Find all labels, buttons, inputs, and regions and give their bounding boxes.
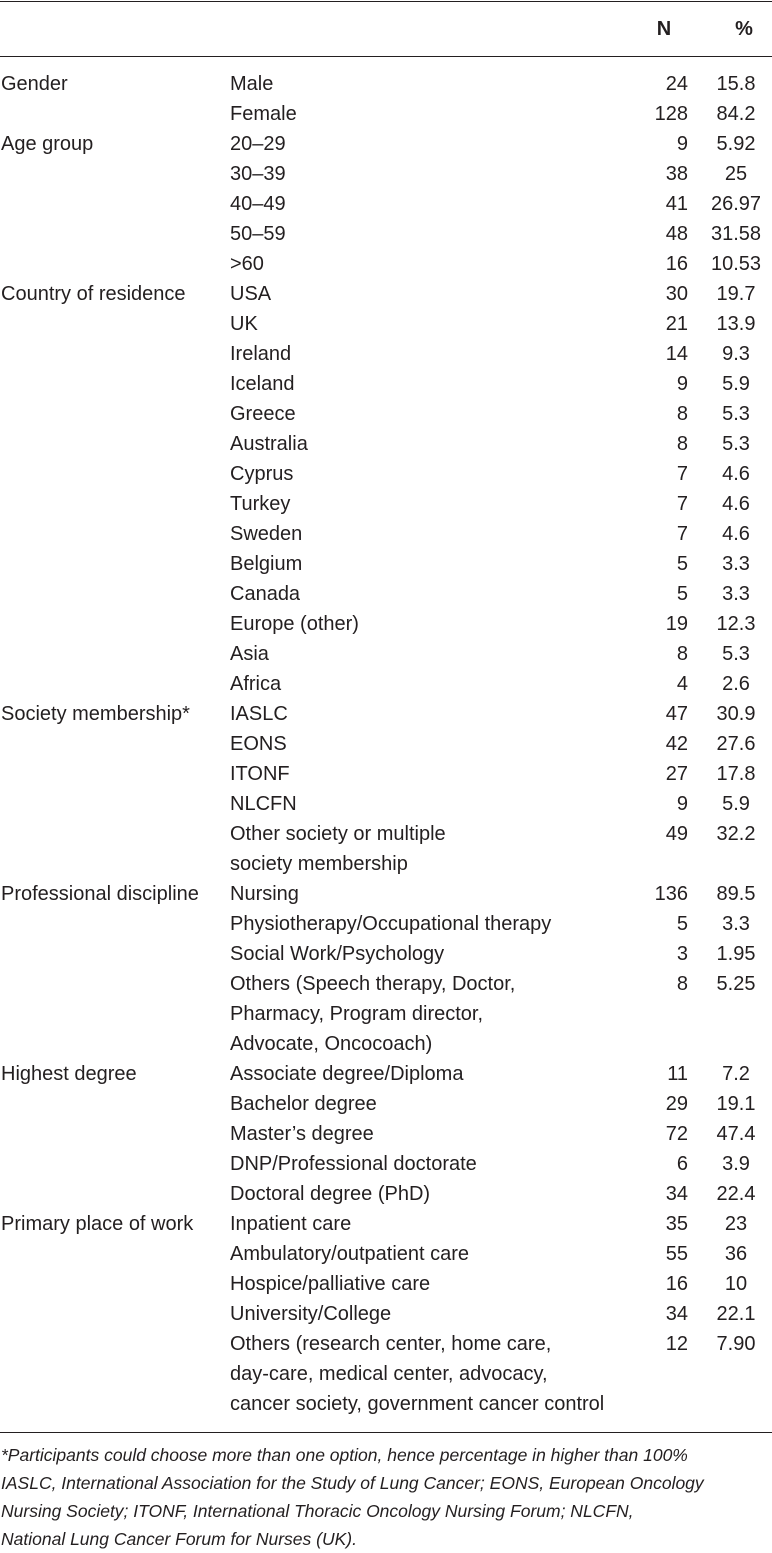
row-percent-value: 27.6 bbox=[716, 733, 756, 755]
row-percent-value: 3.3 bbox=[722, 583, 750, 605]
row-n-value: 5 bbox=[676, 583, 688, 605]
row-n-value: 19 bbox=[665, 613, 688, 635]
table-bottom-rule bbox=[0, 1432, 772, 1433]
row-label-line: ITONF bbox=[230, 763, 290, 785]
row-percent-value: 5.9 bbox=[722, 373, 750, 395]
row-n-value: 55 bbox=[665, 1243, 688, 1265]
row-percent-value: 19.7 bbox=[716, 283, 756, 305]
row-label-line: Associate degree/Diploma bbox=[230, 1063, 464, 1085]
row-category: Gender bbox=[1, 73, 68, 95]
row-n-value: 24 bbox=[665, 73, 688, 95]
row-n-value: 41 bbox=[665, 193, 688, 215]
row-n-value: 30 bbox=[665, 283, 688, 305]
row-label-line: Physiotherapy/Occupational therapy bbox=[230, 913, 552, 935]
row-label-line: Others (Speech therapy, Doctor, bbox=[230, 973, 516, 995]
row-label bbox=[230, 909, 640, 939]
row-percent-value: 32.2 bbox=[716, 823, 756, 845]
row-label-line: Doctoral degree (PhD) bbox=[230, 1183, 431, 1205]
row-percent-value: 19.1 bbox=[716, 1093, 756, 1115]
row-percent-value: 5.3 bbox=[722, 643, 750, 665]
row-percent-value: 47.4 bbox=[716, 1123, 756, 1145]
row-n-value: 16 bbox=[665, 1273, 688, 1295]
row-label bbox=[230, 249, 640, 279]
row-n-value: 34 bbox=[665, 1183, 688, 1205]
row-label bbox=[230, 369, 640, 399]
row-n-value: 47 bbox=[665, 703, 688, 725]
row-label-line: University/College bbox=[230, 1303, 392, 1325]
row-n-value: 5 bbox=[676, 913, 688, 935]
row-category: Country of residence bbox=[1, 283, 186, 305]
row-percent-value: 89.5 bbox=[716, 883, 756, 905]
row-label bbox=[230, 729, 640, 759]
row-n-value: 128 bbox=[654, 103, 688, 125]
footnote-line: IASLC, International Association for the Study of Lung Cancer; EONS, European Oncology bbox=[1, 1473, 704, 1493]
row-percent-value: 9.3 bbox=[722, 343, 750, 365]
row-label-line: Turkey bbox=[230, 493, 291, 515]
row-percent-value: 3.3 bbox=[722, 553, 750, 575]
row-label bbox=[230, 99, 640, 129]
row-n-value: 27 bbox=[665, 763, 688, 785]
row-label bbox=[230, 309, 640, 339]
row-label bbox=[230, 789, 640, 819]
row-label bbox=[230, 549, 640, 579]
row-percent-value: 3.3 bbox=[722, 913, 750, 935]
row-n-value: 42 bbox=[665, 733, 688, 755]
row-category: Age group bbox=[1, 133, 94, 155]
row-label bbox=[230, 459, 640, 489]
row-label-line: UK bbox=[230, 313, 258, 335]
row-n-value: 8 bbox=[676, 433, 688, 455]
row-percent-value: 10 bbox=[724, 1273, 748, 1295]
row-category: Professional discipline bbox=[1, 883, 199, 905]
row-label-line: USA bbox=[230, 283, 272, 305]
row-label bbox=[230, 1149, 640, 1179]
row-label bbox=[230, 1239, 640, 1269]
row-percent-value: 15.8 bbox=[716, 73, 756, 95]
row-label-line: 40–49 bbox=[230, 193, 286, 215]
row-label-line: Belgium bbox=[230, 553, 303, 575]
row-label-line: Africa bbox=[230, 673, 282, 695]
row-label-line: day-care, medical center, advocacy, bbox=[230, 1363, 548, 1385]
row-label-line: Australia bbox=[230, 433, 308, 455]
row-percent-value: 5.25 bbox=[716, 973, 756, 995]
row-category: Highest degree bbox=[1, 1063, 137, 1085]
row-percent-value: 5.92 bbox=[716, 133, 756, 155]
row-label bbox=[230, 429, 640, 459]
row-label bbox=[230, 969, 640, 1059]
row-n-value: 9 bbox=[676, 373, 688, 395]
row-label bbox=[230, 1059, 640, 1089]
row-n-value: 8 bbox=[676, 403, 688, 425]
row-n-value: 8 bbox=[676, 973, 688, 995]
row-label bbox=[230, 1269, 640, 1299]
row-label-line: Iceland bbox=[230, 373, 295, 395]
row-n-value: 6 bbox=[676, 1153, 688, 1175]
row-percent-value: 23 bbox=[724, 1213, 748, 1235]
row-percent-value: 36 bbox=[724, 1243, 748, 1265]
footnote-line: *Participants could choose more than one option, hence percentage in higher than 100% bbox=[1, 1445, 688, 1465]
row-percent-value: 26.97 bbox=[710, 193, 762, 215]
row-label-line: Ambulatory/outpatient care bbox=[230, 1243, 470, 1265]
row-label-line: Inpatient care bbox=[230, 1213, 352, 1235]
row-label-line: Ireland bbox=[230, 343, 292, 365]
row-label-line: Hospice/palliative care bbox=[230, 1273, 431, 1295]
row-n-value: 7 bbox=[676, 523, 688, 545]
row-label-line: Cyprus bbox=[230, 463, 294, 485]
row-percent-value: 1.95 bbox=[716, 943, 756, 965]
row-label-line: Female bbox=[230, 103, 297, 125]
row-label bbox=[230, 219, 640, 249]
row-label-line: society membership bbox=[230, 853, 408, 875]
row-label-line: cancer society, government cancer control bbox=[230, 1393, 605, 1415]
row-n-value: 35 bbox=[665, 1213, 688, 1235]
row-label-line: Others (research center, home care, bbox=[230, 1333, 552, 1355]
row-percent-value: 2.6 bbox=[722, 673, 750, 695]
row-label bbox=[230, 1209, 640, 1239]
row-label-line: Greece bbox=[230, 403, 296, 425]
row-percent-value: 5.9 bbox=[722, 793, 750, 815]
row-label bbox=[230, 609, 640, 639]
row-percent-value: 12.3 bbox=[716, 613, 756, 635]
row-label-line: Male bbox=[230, 73, 274, 95]
row-label bbox=[230, 819, 640, 879]
row-label-line: Nursing bbox=[230, 883, 299, 905]
row-percent-value: 10.53 bbox=[710, 253, 762, 275]
row-percent-value: 22.1 bbox=[716, 1303, 756, 1325]
row-n-value: 8 bbox=[676, 643, 688, 665]
row-percent-value: 31.58 bbox=[710, 223, 762, 245]
row-label-line: Canada bbox=[230, 583, 301, 605]
row-label bbox=[230, 669, 640, 699]
row-n-value: 49 bbox=[665, 823, 688, 845]
row-label bbox=[230, 1119, 640, 1149]
row-n-value: 12 bbox=[665, 1333, 688, 1355]
row-label-line: IASLC bbox=[230, 703, 288, 725]
row-n-value: 4 bbox=[676, 673, 688, 695]
row-label-line: Asia bbox=[230, 643, 269, 665]
row-label-line: DNP/Professional doctorate bbox=[230, 1153, 477, 1175]
row-label-line: Other society or multiple bbox=[230, 823, 446, 845]
row-n-value: 21 bbox=[665, 313, 688, 335]
row-label-line: NLCFN bbox=[230, 793, 297, 815]
row-n-value: 9 bbox=[676, 133, 688, 155]
row-label-line: Sweden bbox=[230, 523, 303, 545]
row-label bbox=[230, 1179, 640, 1209]
row-percent-value: 5.3 bbox=[722, 433, 750, 455]
row-label bbox=[230, 579, 640, 609]
row-n-value: 14 bbox=[665, 343, 688, 365]
footnote-line: Nursing Society; ITONF, International Thoracic Oncology Nursing Forum; NLCFN, bbox=[1, 1501, 634, 1521]
row-label bbox=[230, 1329, 640, 1419]
row-percent-value: 4.6 bbox=[722, 523, 750, 545]
row-percent-value: 30.9 bbox=[716, 703, 756, 725]
row-n-value: 48 bbox=[665, 223, 688, 245]
row-label bbox=[230, 939, 640, 969]
row-n-value: 7 bbox=[676, 463, 688, 485]
row-n-value: 9 bbox=[676, 793, 688, 815]
row-label-line: Pharmacy, Program director, bbox=[230, 1003, 484, 1025]
row-label-line: Bachelor degree bbox=[230, 1093, 377, 1115]
row-label bbox=[230, 159, 640, 189]
row-percent-value: 7.90 bbox=[716, 1333, 756, 1355]
row-percent-value: 3.9 bbox=[722, 1153, 750, 1175]
row-category: Primary place of work bbox=[1, 1213, 194, 1235]
row-label bbox=[230, 129, 640, 159]
row-percent-value: 84.2 bbox=[716, 103, 756, 125]
row-n-value: 11 bbox=[667, 1063, 688, 1085]
row-label bbox=[230, 399, 640, 429]
row-label-line: 20–29 bbox=[230, 133, 286, 155]
row-n-value: 136 bbox=[654, 883, 688, 905]
row-label-line: Europe (other) bbox=[230, 613, 359, 635]
row-label bbox=[230, 759, 640, 789]
row-label bbox=[230, 639, 640, 669]
table-top-rule bbox=[0, 1, 772, 2]
row-label bbox=[230, 1089, 640, 1119]
row-n-value: 38 bbox=[665, 163, 688, 185]
row-n-value: 72 bbox=[665, 1123, 688, 1145]
row-n-value: 7 bbox=[676, 493, 688, 515]
row-label-line: >60 bbox=[230, 253, 264, 275]
row-label bbox=[230, 699, 640, 729]
row-label-line: 30–39 bbox=[230, 163, 286, 185]
row-label-line: Master’s degree bbox=[230, 1123, 374, 1145]
row-n-value: 34 bbox=[665, 1303, 688, 1325]
row-label-line: 50–59 bbox=[230, 223, 286, 245]
row-percent-value: 4.6 bbox=[722, 463, 750, 485]
row-percent-value: 13.9 bbox=[716, 313, 756, 335]
table-footnotes bbox=[1, 1441, 771, 1553]
row-label bbox=[230, 69, 640, 99]
row-label bbox=[230, 279, 640, 309]
row-label bbox=[230, 519, 640, 549]
footnote-line: National Lung Cancer Forum for Nurses (UK). bbox=[1, 1529, 357, 1549]
row-label bbox=[230, 1299, 640, 1329]
row-percent-value: 5.3 bbox=[722, 403, 750, 425]
row-label-line: Social Work/Psychology bbox=[230, 943, 445, 965]
column-header-percent: % bbox=[735, 18, 753, 40]
row-n-value: 5 bbox=[676, 553, 688, 575]
row-n-value: 29 bbox=[665, 1093, 688, 1115]
row-percent-value: 22.4 bbox=[716, 1183, 756, 1205]
row-label bbox=[230, 489, 640, 519]
row-percent-value: 25 bbox=[724, 163, 748, 185]
row-percent-value: 4.6 bbox=[722, 493, 750, 515]
column-header-n: N bbox=[656, 18, 672, 40]
row-label bbox=[230, 339, 640, 369]
header-rule bbox=[0, 56, 772, 57]
row-label-line: Advocate, Oncocoach) bbox=[230, 1033, 433, 1055]
row-label bbox=[230, 879, 640, 909]
row-category: Society membership* bbox=[1, 703, 190, 725]
row-percent-value: 17.8 bbox=[716, 763, 756, 785]
row-label bbox=[230, 189, 640, 219]
row-label-line: EONS bbox=[230, 733, 287, 755]
row-n-value: 3 bbox=[676, 943, 688, 965]
row-percent-value: 7.2 bbox=[722, 1063, 750, 1085]
row-n-value: 16 bbox=[665, 253, 688, 275]
